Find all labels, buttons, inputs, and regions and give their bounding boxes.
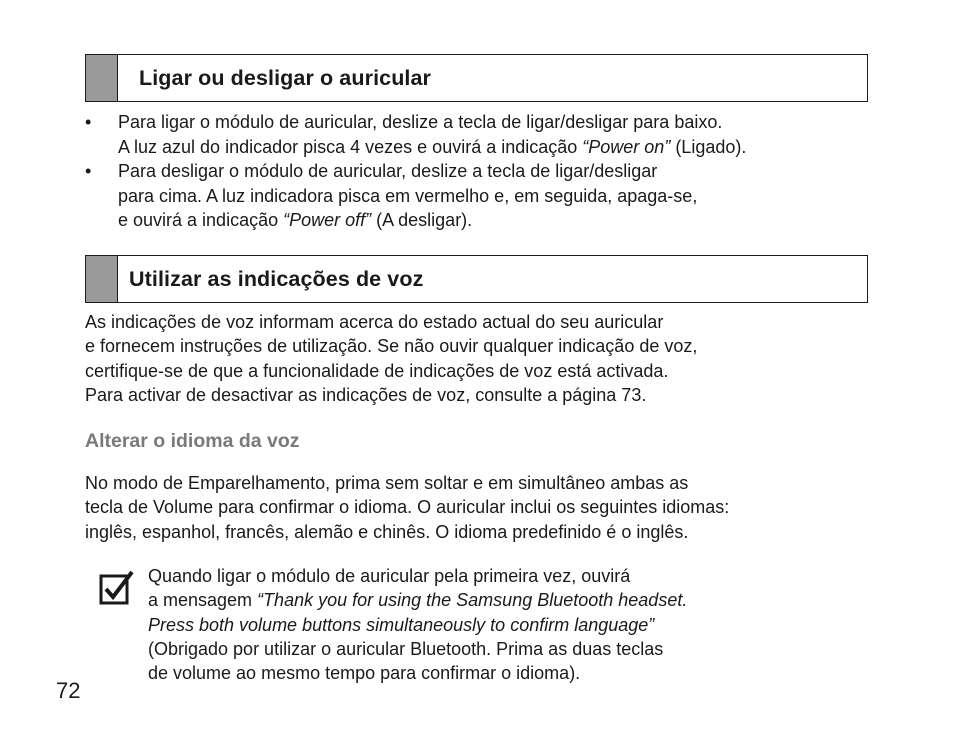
section-header-ligar [85, 54, 868, 102]
checkbox-check-icon [99, 570, 135, 606]
body-paragraph: No modo de Emparelhamento, prima sem soltar e em simultâneo ambas as tecla de Volume para confirmar o idioma. O auricular inclui os seguintes idiomas: inglês, espanhol, francês, alemão e chinês. O idioma predefinido é o inglês. [85, 473, 730, 542]
subsection-title: Alterar o idioma da voz [85, 430, 300, 452]
bullet-line: Para ligar o módulo de auricular, deslize a tecla de ligar/desligar para baixo. [118, 112, 723, 132]
body-paragraph: As indicações de voz informam acerca do estado actual do seu auricular e fornecem instruções de utilização. Se não ouvir qualquer indicação de voz, certifique-se de que a funcionalidade de indicações de voz está activada. Para activar de desactivar as indicações de voz, consulte a página 73. [85, 312, 698, 405]
bullet-list [85, 110, 885, 233]
list-item [85, 110, 885, 159]
bullet-marker: • [85, 161, 92, 181]
note-text: Quando ligar o módulo de auricular pela primeira vez, ouvirá a mensagem “Thank you for using the Samsung Bluetooth headset. Press both volume buttons simultaneously to confirm language” (Obrigado por utilizar o auricular Bluetooth. Prima as duas teclas de volume ao mesmo tempo para confirmar o idioma). [148, 566, 688, 684]
bullet-line: A luz azul do indicador pisca 4 vezes e ouvirá a indicação “Power on” (Ligado). [118, 136, 747, 157]
page-number: 72 [56, 678, 81, 703]
section-title: Utilizar as indicações de voz [129, 266, 424, 291]
section-header-indicacoes [85, 255, 868, 303]
bullet-line: e ouvirá a indicação “Power off” (A desligar). [118, 210, 473, 230]
section-tab-marker [86, 256, 118, 302]
bullet-line: para cima. A luz indicadora pisca em vermelho e, em seguida, apaga-se, [118, 185, 698, 206]
section-title: Ligar ou desligar o auricular [139, 65, 432, 90]
bullet-line: Para desligar o módulo de auricular, deslize a tecla de ligar/desligar [118, 161, 658, 181]
section-tab-marker [86, 55, 118, 101]
bullet-marker: • [85, 112, 92, 132]
list-item [85, 159, 885, 233]
